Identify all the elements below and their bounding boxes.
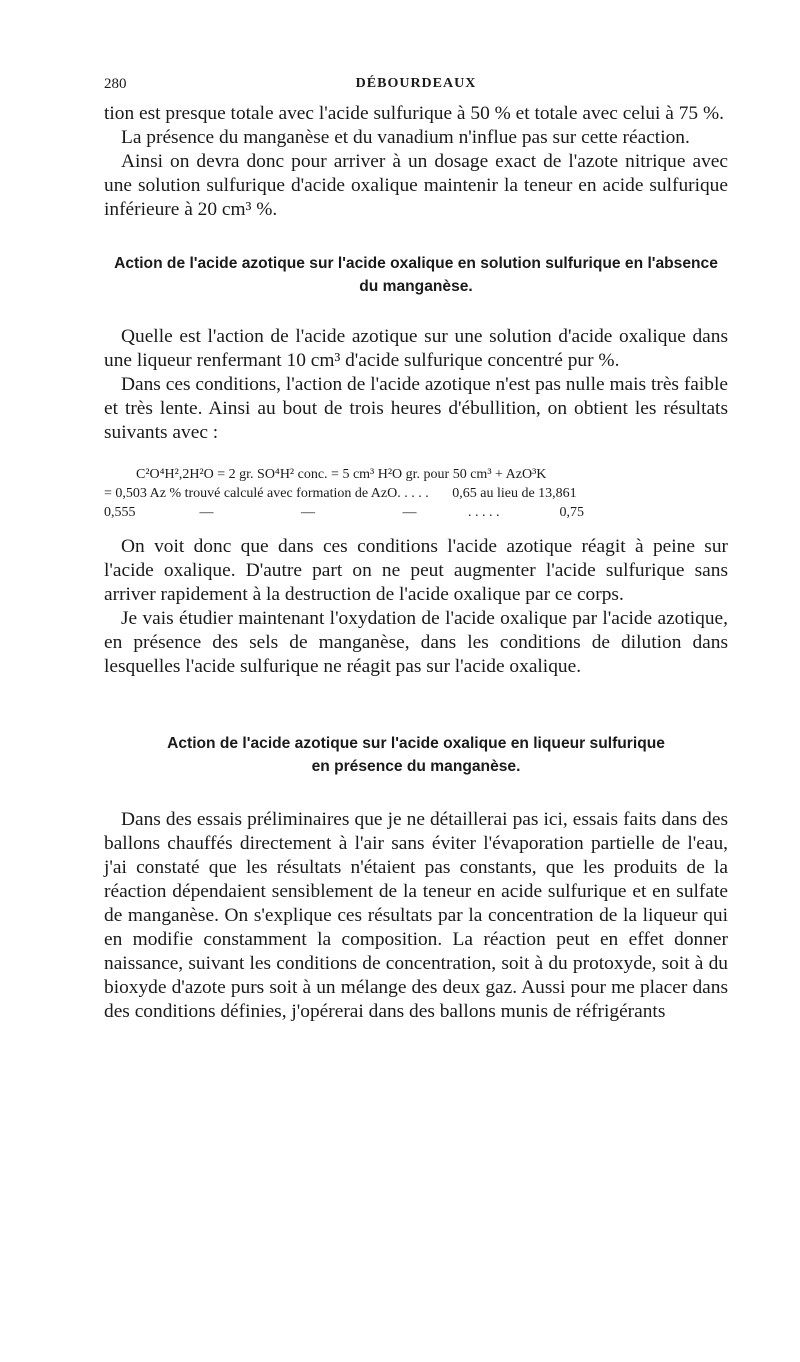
paragraph: On voit donc que dans ces conditions l'acide azotique réagit à peine sur l'acide oxalique. D'autre part on ne peut augmenter l'acide sulfurique sans arriver rapidement à la destruction de l'acide oxalique par ce corps. — [104, 536, 728, 605]
ditto-mark: — — [402, 505, 417, 520]
running-title: DÉBOURDEAUX — [355, 76, 477, 91]
leader-dots: . . . . . — [468, 505, 500, 520]
ditto-mark: — — [301, 505, 315, 520]
page-header — [104, 76, 728, 102]
formula-line — [104, 484, 728, 503]
document-page — [104, 76, 728, 1024]
paragraph: Dans ces conditions, l'action de l'acide azotique n'est pas nulle mais très faible et très lente. Ainsi au bout de trois heures d'ébullition, on obtient les résultats suivants avec : — [104, 374, 728, 443]
paragraph: La présence du manganèse et du vanadium n'influe pas sur cette réaction. — [121, 127, 690, 148]
formula-line: C²O⁴H²,2H²O = 2 gr. SO⁴H² conc. = 5 cm³ H²O gr. pour 50 cm³ + AzO³K — [136, 467, 547, 482]
paragraph: Je vais étudier maintenant l'oxydation de l'acide oxalique par l'acide azotique, en présence des sels de manganèse, dans les conditions de dilution dans lesquelles l'acide sulfurique ne réagit pas sur l'acide oxalique. — [104, 608, 728, 677]
paragraph: Ainsi on devra donc pour arriver à un dosage exact de l'azote nitrique avec une solution sulfurique d'acide oxalique maintenir la teneur en acide sulfurique inférieure à 20 cm³ %. — [104, 151, 728, 220]
paragraph: tion est presque totale avec l'acide sulfurique à 50 % et totale avec celui à 75 %. — [104, 103, 724, 124]
section-heading-line: Action de l'acide azotique sur l'acide oxalique en liqueur sulfurique — [167, 735, 665, 752]
formula-block — [104, 465, 728, 522]
ditto-mark: — — [199, 505, 214, 520]
formula-value: 0,555 — [104, 505, 136, 520]
formula-line — [104, 503, 728, 522]
section-heading-line: en présence du manganèse. — [311, 758, 521, 775]
formula-text: = 0,503 Az % trouvé calculé avec formation de AzO. . . . . — [104, 486, 429, 501]
paragraph: Quelle est l'action de l'acide azotique sur une solution d'acide oxalique dans une liqueur renfermant 10 cm³ d'acide sulfurique concentré pur %. — [104, 326, 728, 371]
page-number: 280 — [104, 76, 127, 92]
paragraph: Dans des essais préliminaires que je ne détaillerai pas ici, essais faits dans des ballons chauffés directement à l'air sans éviter l'évaporation partielle de l'eau, j'ai constaté que les résultats n'étaient pas constants, que les produits de la réaction dépendaient sensiblement de la teneur en acide sulfurique et en sulfate de manganèse. On s'explique ces résultats par la concentration de la liqueur qui en modifie constamment la composition. La réaction peut en effet donner naissance, suivant les conditions de concentration, soit à du protoxyde, soit à du bioxyde d'azote purs soit à un mélange des deux gaz. Aussi pour me placer dans des conditions définies, j'opérerai dans des ballons munis de réfrigérants — [104, 809, 728, 1022]
section-heading — [104, 732, 728, 778]
section-heading: Action de l'acide azotique sur l'acide oxalique en solution sulfurique en l'absence du manganèse. — [114, 255, 718, 295]
formula-value: 0,65 au lieu de 13,861 — [452, 486, 577, 501]
formula-value: 0,75 — [559, 505, 584, 520]
